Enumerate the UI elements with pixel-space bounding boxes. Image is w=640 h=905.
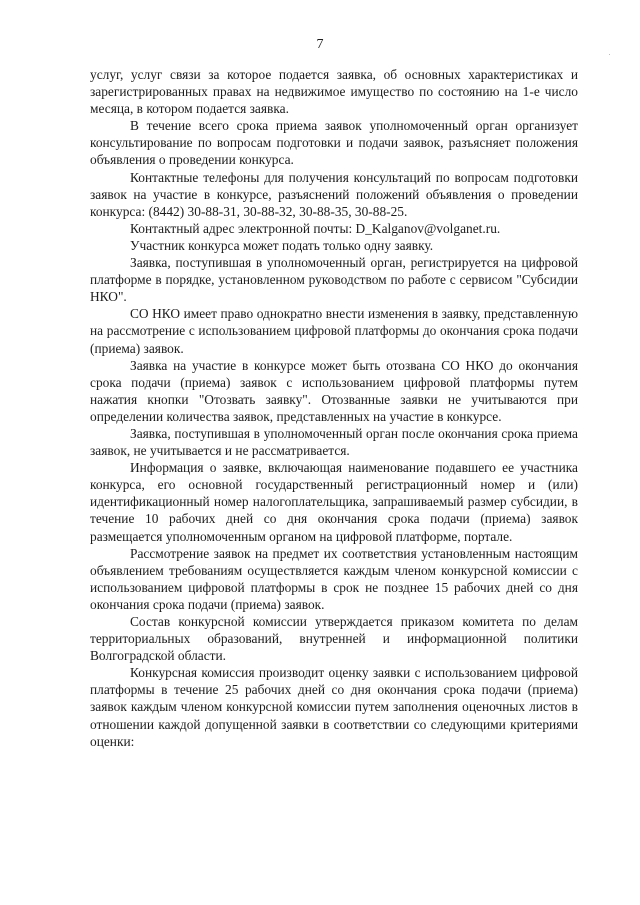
- paragraph-late-applications: Заявка, поступившая в уполномоченный орган после окончания срока приема заявок, не учитывается и не рассматривается.: [90, 425, 578, 459]
- paragraph-contact-email: Контактный адрес электронной почты: D_Kalganov@volganet.ru.: [130, 220, 501, 236]
- page-number: 7: [316, 37, 324, 52]
- paragraph-consulting: В течение всего срока приема заявок уполномоченный орган организует консультирование по вопросам подготовки и подачи заявок, разъясняет положения объявления о проведении конкурса.: [90, 118, 578, 168]
- document-body: [90, 66, 578, 750]
- paragraph-withdrawal: Заявка на участие в конкурсе может быть отозвана СО НКО до окончания срока подачи (приема) заявок с использованием цифровой платформы путем нажатия кнопки "Отозвать заявку". Отозванные заявки не учитываются при определении количества заявок, представленных на участие в конкурсе.: [90, 357, 578, 424]
- paragraph-contact-phones: Контактные телефоны для получения консультаций по вопросам подготовки заявок на участие в конкурсе, разъяснений положений объявления о проведении конкурса: (8442) 30-88-31, 30-88-32, 30-88-35, 30-88-25.: [90, 169, 578, 219]
- scan-speck: [609, 54, 610, 55]
- paragraph-review: Рассмотрение заявок на предмет их соответствия установленным настоящим объявлением требованиям осуществляется каждым членом конкурсной комиссии с использованием цифровой платформы в срок не позднее 15 рабочих дней со дня окончания срока подачи (приема) заявок.: [90, 545, 578, 612]
- paragraph-commission-composition: Состав конкурсной комиссии утверждается приказом комитета по делам территориальных образований, внутренней и информационной политики Волгоградской области.: [90, 614, 578, 664]
- paragraph-amendments: СО НКО имеет право однократно внести изменения в заявку, представленную на рассмотрение с использованием цифровой платформы до окончания срока подачи (приема) заявок.: [90, 306, 578, 356]
- paragraph-application-info: Информация о заявке, включающая наименование подавшего ее участника конкурса, его основной государственный регистрационный номер и (или) идентификационный номер налогоплательщика, запрашиваемый размер субсидии, в течение 10 рабочих дней со дня окончания срока подачи (приема) заявок размещается уполномоченным органом на цифровой платформе, портале.: [90, 460, 578, 544]
- paragraph-one-application: Участник конкурса может подать только одну заявку.: [130, 237, 434, 253]
- paragraph-registration: Заявка, поступившая в уполномоченный орган, регистрируется на цифровой платформе в порядке, установленном руководством по работе с сервисом "Субсидии НКО".: [90, 255, 578, 305]
- paragraph-property-info: услуг, услуг связи за которое подается заявка, об основных характеристиках и зарегистрированных правах на недвижимое имущество по состоянию на 1-е число месяца, в котором подается заявка.: [90, 67, 578, 117]
- paragraph-evaluation: Конкурсная комиссия производит оценку заявки с использованием цифровой платформы в течение 25 рабочих дней со дня окончания срока подачи (приема) заявок каждым членом конкурсной комиссии путем заполнения оценочных листов в отношении каждой допущенной заявки в соответствии со следующими критериями оценки:: [90, 665, 578, 749]
